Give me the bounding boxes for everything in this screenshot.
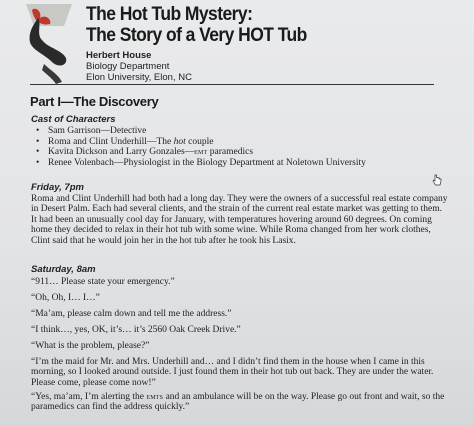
title-block [86,4,466,46]
cast-item: • Renee Volenbach—Physiologist in the Biology Department at Noletown University [34,158,366,169]
saturday-heading: Saturday, 8am [31,264,96,275]
dialogue-line: “Oh, Oh, I… I…” [31,293,100,303]
author-name: Herbert House [86,50,152,61]
header-rule [30,84,434,85]
friday-heading: Friday, 7pm [31,182,84,193]
dialogue-line: “Ma’am, please calm down and tell me the address.” [31,309,232,319]
cast-item: • Kavita Dickson and Larry Gonzales—emt paramedics [34,147,366,158]
dialogue-line: “What is the problem, please?” [31,341,150,351]
author-department: Biology Department [86,61,170,72]
author-block [86,50,192,83]
dialogue-line: “911… Please state your emergency.” [31,277,175,287]
dialogue-line: “I’m the maid for Mr. and Mrs. Underhill and… and I didn’t find them in the house when I came in this morning, so I looked around outside. I just found them in their hot tub out back. They are under the water. Please come, please come now!” [31,357,434,388]
hand-cursor-icon [432,174,442,186]
case-title-line2: The Story of a Very HOT Tub [86,25,307,46]
cast-heading: Cast of Characters [31,114,116,125]
case-study-logo [22,4,76,86]
cast-item: • Sam Garrison—Detective [34,126,366,137]
friday-paragraph: Roma and Clint Underhill had both had a long day. They were the owners of a successful real estate company in Desert Palm. Each had several clients, and the strain of the current real estate market was getting to them. It had been an unusually cool day for January, with temperatures hovering around 60 degrees. On coming home they decided to relax in their hot tub with some wine. While Roma changed from her work clothes, Clint said that he would join her in the hot tub after he took his Lasix. [31,194,448,246]
cast-item: • Roma and Clint Underhill—The hot couple [34,137,366,148]
dialogue-line: “Yes, ma’am, I’m alerting the emts and an ambulance will be on the way. Please go out front and wait, so the paramedics can find the address quickly.” [31,392,445,413]
dialogue-line: “I think…, yes, OK, it’s… it’s 2560 Oak Creek Drive.” [31,325,241,335]
author-institution: Elon University, Elon, NC [86,72,192,83]
case-title-line1: The Hot Tub Mystery: [86,4,253,25]
cast-list [34,126,366,168]
part-heading: Part I—The Discovery [30,94,159,109]
